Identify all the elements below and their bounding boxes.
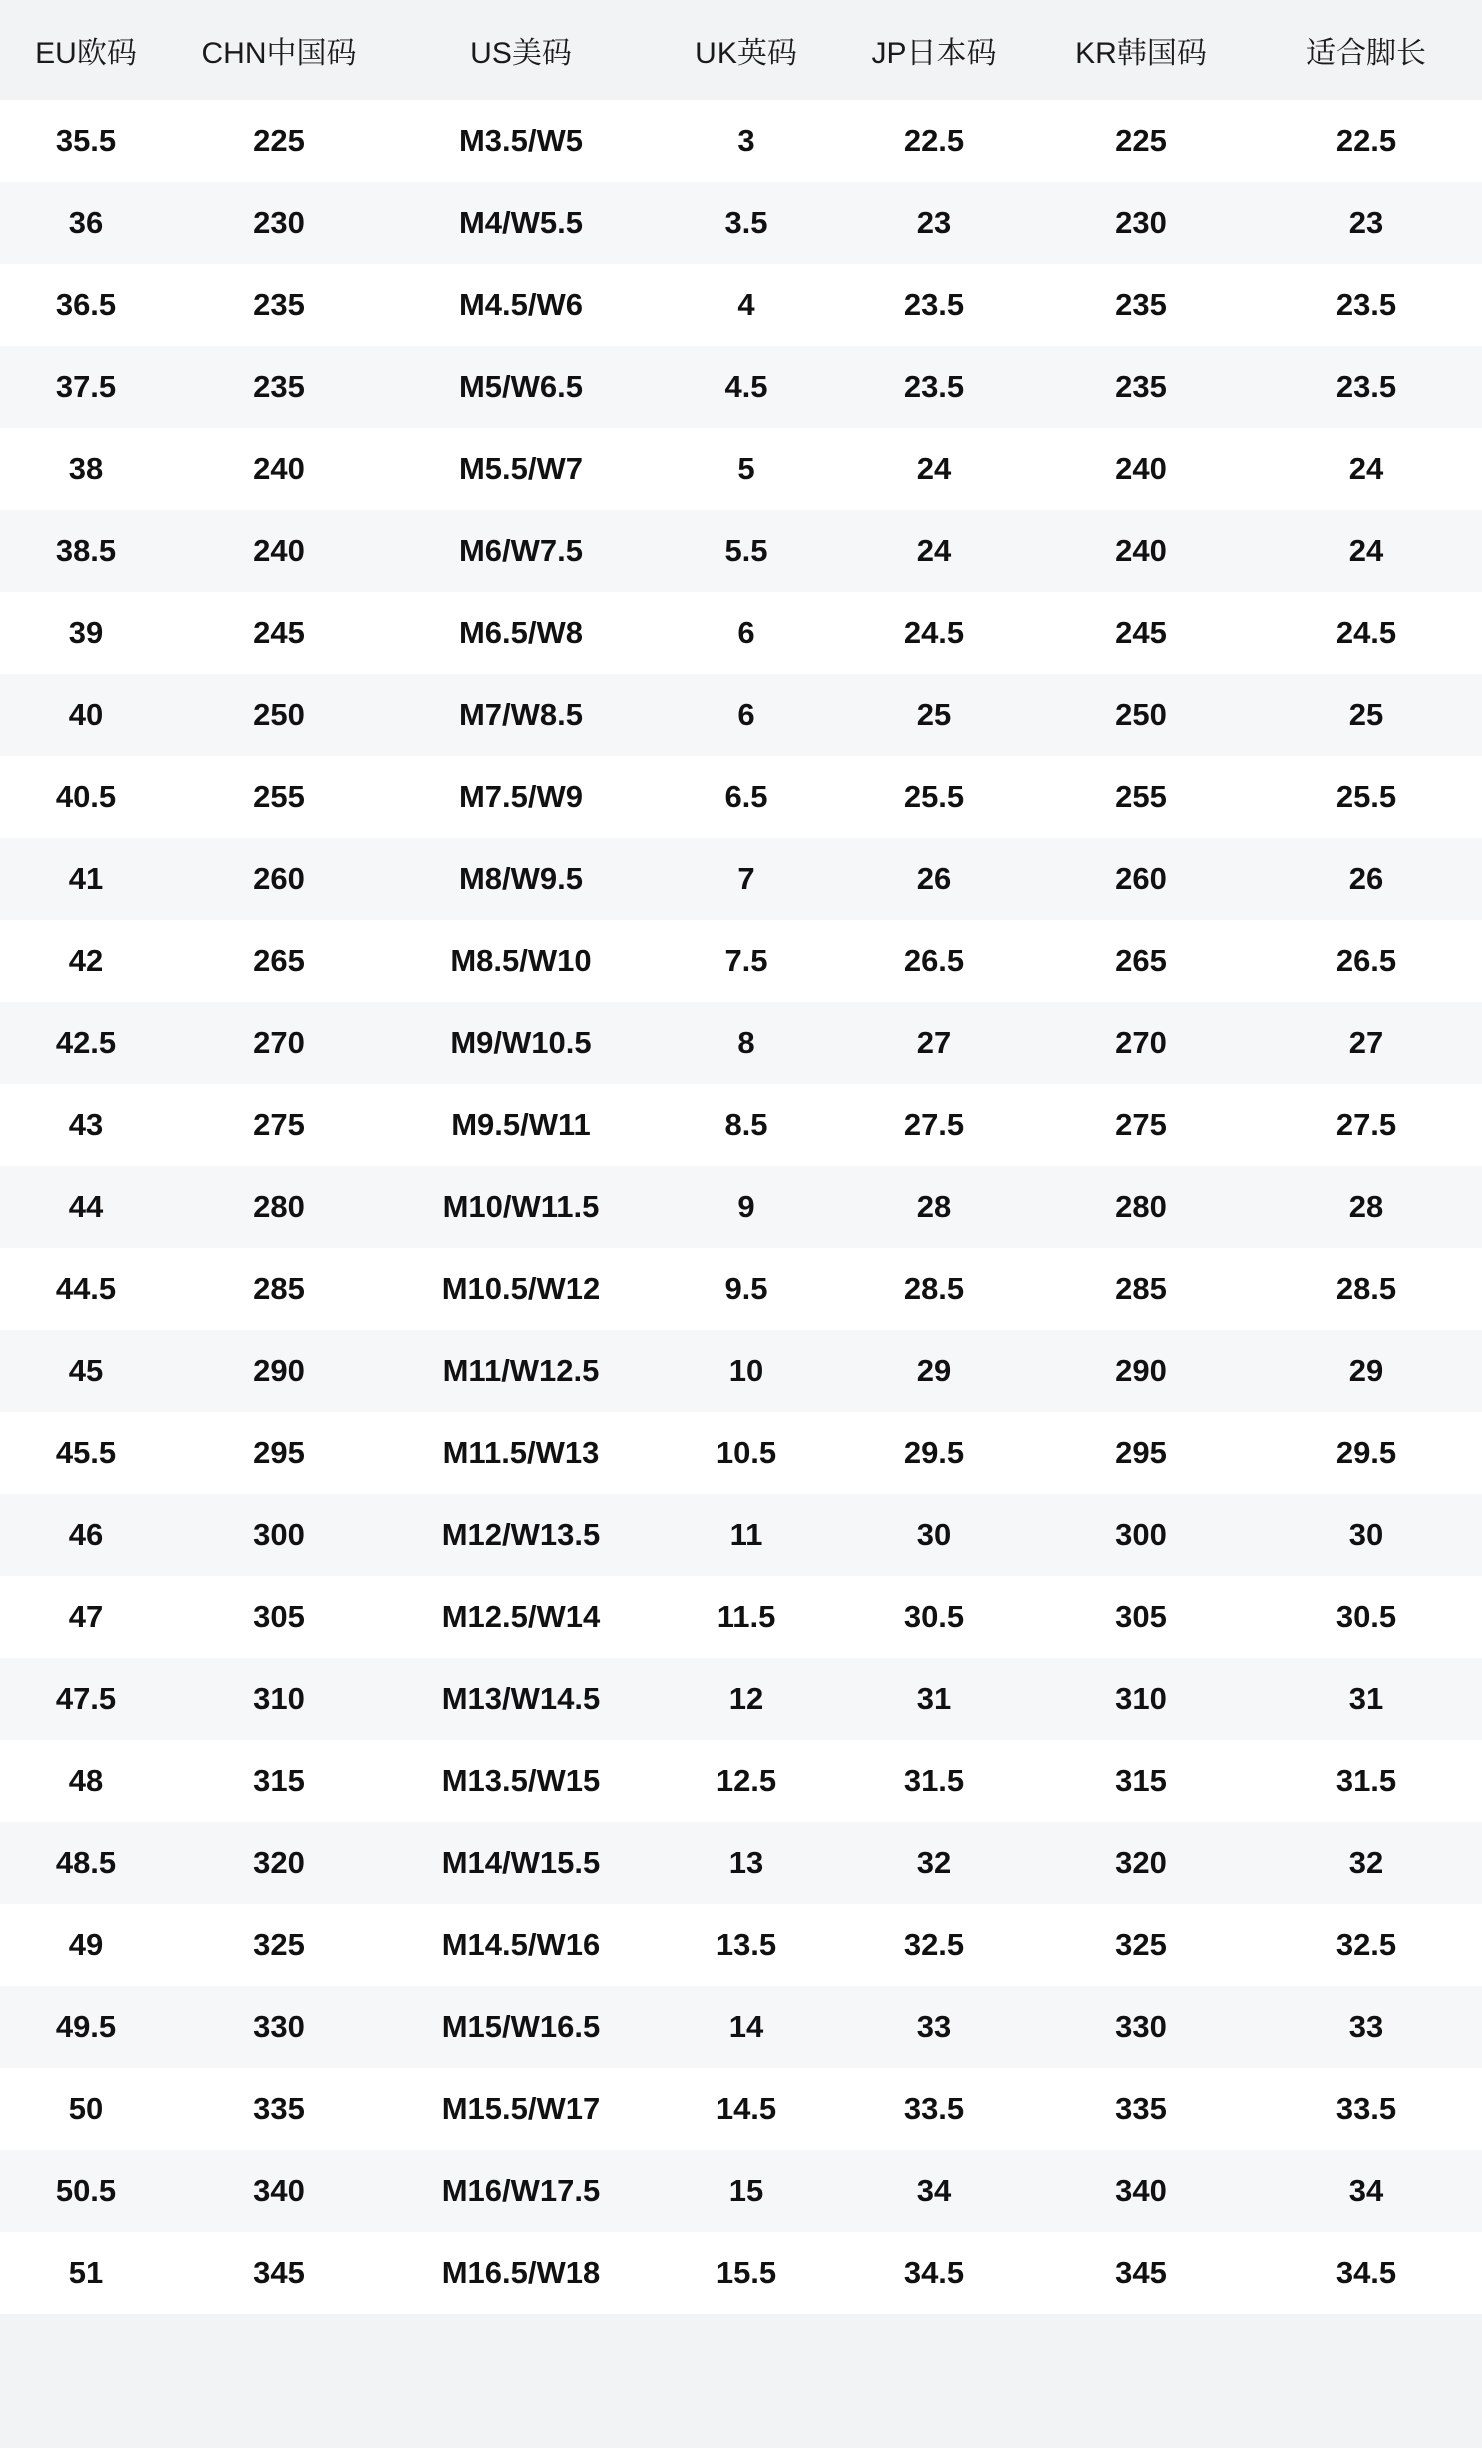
table-cell: 11 (656, 1494, 836, 1576)
table-cell: 47.5 (0, 1658, 172, 1740)
table-cell: 240 (172, 428, 386, 510)
table-cell: 245 (1032, 592, 1250, 674)
table-cell: 255 (172, 756, 386, 838)
table-cell: 49.5 (0, 1986, 172, 2068)
table-cell: 48 (0, 1740, 172, 1822)
table-cell: 26 (1250, 838, 1482, 920)
table-cell: 29.5 (836, 1412, 1032, 1494)
table-cell: M12.5/W14 (386, 1576, 656, 1658)
table-cell: 4.5 (656, 346, 836, 428)
table-cell: 46 (0, 1494, 172, 1576)
table-cell: 26.5 (1250, 920, 1482, 1002)
table-cell: M14/W15.5 (386, 1822, 656, 1904)
table-cell: M15.5/W17 (386, 2068, 656, 2150)
table-cell: 26.5 (836, 920, 1032, 1002)
table-cell: 240 (172, 510, 386, 592)
table-cell: 310 (172, 1658, 386, 1740)
table-cell: M13/W14.5 (386, 1658, 656, 1740)
table-cell: 29 (836, 1330, 1032, 1412)
table-cell: 8.5 (656, 1084, 836, 1166)
table-cell: 230 (1032, 182, 1250, 264)
table-row (0, 1494, 1482, 1576)
table-cell: 295 (172, 1412, 386, 1494)
table-cell: 50 (0, 2068, 172, 2150)
table-cell: 230 (172, 182, 386, 264)
table-cell: 30 (836, 1494, 1032, 1576)
table-cell: 23.5 (836, 264, 1032, 346)
table-cell: 32.5 (1250, 1904, 1482, 1986)
table-cell: 7.5 (656, 920, 836, 1002)
table-cell: 35.5 (0, 100, 172, 182)
table-cell: 32 (836, 1822, 1032, 1904)
table-cell: 280 (172, 1166, 386, 1248)
table-cell: 310 (1032, 1658, 1250, 1740)
table-cell: 250 (172, 674, 386, 756)
table-cell: 300 (1032, 1494, 1250, 1576)
table-cell: 345 (172, 2232, 386, 2314)
table-cell: 27.5 (836, 1084, 1032, 1166)
table-cell: 270 (172, 1002, 386, 1084)
table-cell: 24 (836, 428, 1032, 510)
table-row (0, 346, 1482, 428)
table-cell: 47 (0, 1576, 172, 1658)
table-cell: 37.5 (0, 346, 172, 428)
table-cell: M12/W13.5 (386, 1494, 656, 1576)
table-cell: 340 (172, 2150, 386, 2232)
table-cell: 38.5 (0, 510, 172, 592)
table-cell: M3.5/W5 (386, 100, 656, 182)
table-cell: 9.5 (656, 1248, 836, 1330)
table-cell: 12 (656, 1658, 836, 1740)
table-row (0, 2232, 1482, 2314)
table-cell: 305 (172, 1576, 386, 1658)
table-cell: 7 (656, 838, 836, 920)
table-cell: 38 (0, 428, 172, 510)
table-cell: 36.5 (0, 264, 172, 346)
table-cell: 11.5 (656, 1576, 836, 1658)
column-header-3: UK英码 (656, 0, 836, 100)
table-cell: 14 (656, 1986, 836, 2068)
table-cell: M13.5/W15 (386, 1740, 656, 1822)
table-cell: 36 (0, 182, 172, 264)
table-cell: 320 (172, 1822, 386, 1904)
table-cell: 31 (836, 1658, 1032, 1740)
table-cell: 22.5 (836, 100, 1032, 182)
table-cell: 320 (1032, 1822, 1250, 1904)
table-cell: 330 (172, 1986, 386, 2068)
table-cell: 42 (0, 920, 172, 1002)
table-cell: 260 (172, 838, 386, 920)
table-cell: 275 (172, 1084, 386, 1166)
table-cell: 225 (1032, 100, 1250, 182)
table-cell: 12.5 (656, 1740, 836, 1822)
table-cell: 265 (1032, 920, 1250, 1002)
table-cell: 25.5 (1250, 756, 1482, 838)
table-row (0, 182, 1482, 264)
table-cell: 23.5 (836, 346, 1032, 428)
table-cell: M7/W8.5 (386, 674, 656, 756)
table-row (0, 1084, 1482, 1166)
column-header-1: CHN中国码 (172, 0, 386, 100)
table-row (0, 756, 1482, 838)
column-header-2: US美码 (386, 0, 656, 100)
table-cell: 30 (1250, 1494, 1482, 1576)
table-row (0, 100, 1482, 182)
table-cell: M15/W16.5 (386, 1986, 656, 2068)
table-cell: 25 (836, 674, 1032, 756)
table-row (0, 1248, 1482, 1330)
table-cell: 345 (1032, 2232, 1250, 2314)
table-cell: M8.5/W10 (386, 920, 656, 1002)
table-cell: 30.5 (1250, 1576, 1482, 1658)
table-cell: 31.5 (1250, 1740, 1482, 1822)
table-cell: 33.5 (836, 2068, 1032, 2150)
table-cell: 6 (656, 674, 836, 756)
table-cell: 240 (1032, 428, 1250, 510)
table-cell: 51 (0, 2232, 172, 2314)
table-cell: 9 (656, 1166, 836, 1248)
table-cell: M10/W11.5 (386, 1166, 656, 1248)
table-cell: 50.5 (0, 2150, 172, 2232)
table-cell: 14.5 (656, 2068, 836, 2150)
table-cell: 29 (1250, 1330, 1482, 1412)
table-row (0, 1904, 1482, 1986)
table-cell: 41 (0, 838, 172, 920)
table-row (0, 510, 1482, 592)
table-cell: 305 (1032, 1576, 1250, 1658)
table-cell: 260 (1032, 838, 1250, 920)
table-cell: 10.5 (656, 1412, 836, 1494)
table-cell: 28.5 (836, 1248, 1032, 1330)
table-cell: 34.5 (836, 2232, 1032, 2314)
column-header-4: JP日本码 (836, 0, 1032, 100)
table-cell: M9.5/W11 (386, 1084, 656, 1166)
table-cell: 235 (172, 346, 386, 428)
table-row (0, 2150, 1482, 2232)
table-header-row (0, 0, 1482, 100)
table-cell: 340 (1032, 2150, 1250, 2232)
table-cell: M10.5/W12 (386, 1248, 656, 1330)
table-cell: 24 (1250, 428, 1482, 510)
table-cell: M5.5/W7 (386, 428, 656, 510)
table-row (0, 428, 1482, 510)
table-cell: 28 (836, 1166, 1032, 1248)
table-cell: M11/W12.5 (386, 1330, 656, 1412)
table-row (0, 592, 1482, 674)
table-cell: 325 (1032, 1904, 1250, 1986)
column-header-5: KR韩国码 (1032, 0, 1250, 100)
table-cell: 40 (0, 674, 172, 756)
table-cell: 24 (836, 510, 1032, 592)
table-cell: 44 (0, 1166, 172, 1248)
table-cell: 45 (0, 1330, 172, 1412)
table-cell: 49 (0, 1904, 172, 1986)
table-row (0, 264, 1482, 346)
table-cell: 285 (1032, 1248, 1250, 1330)
table-cell: 240 (1032, 510, 1250, 592)
table-cell: 15.5 (656, 2232, 836, 2314)
table-cell: 31 (1250, 1658, 1482, 1740)
table-cell: 225 (172, 100, 386, 182)
table-cell: 10 (656, 1330, 836, 1412)
table-cell: 330 (1032, 1986, 1250, 2068)
table-cell: 23 (1250, 182, 1482, 264)
table-cell: 8 (656, 1002, 836, 1084)
table-cell: M5/W6.5 (386, 346, 656, 428)
table-cell: 5.5 (656, 510, 836, 592)
table-cell: 290 (1032, 1330, 1250, 1412)
table-cell: 315 (172, 1740, 386, 1822)
table-cell: 235 (1032, 346, 1250, 428)
table-cell: M16/W17.5 (386, 2150, 656, 2232)
table-cell: 300 (172, 1494, 386, 1576)
table-cell: 27 (1250, 1002, 1482, 1084)
table-cell: 32 (1250, 1822, 1482, 1904)
table-row (0, 1986, 1482, 2068)
table-cell: M11.5/W13 (386, 1412, 656, 1494)
table-cell: 285 (172, 1248, 386, 1330)
table-cell: 25.5 (836, 756, 1032, 838)
table-cell: M4.5/W6 (386, 264, 656, 346)
table-row (0, 1330, 1482, 1412)
table-cell: 42.5 (0, 1002, 172, 1084)
table-cell: 245 (172, 592, 386, 674)
table-cell: 3.5 (656, 182, 836, 264)
table-cell: 5 (656, 428, 836, 510)
table-cell: 295 (1032, 1412, 1250, 1494)
table-cell: 290 (172, 1330, 386, 1412)
table-row (0, 2068, 1482, 2150)
table-cell: 31.5 (836, 1740, 1032, 1822)
table-cell: 40.5 (0, 756, 172, 838)
table-cell: 235 (172, 264, 386, 346)
table-cell: 29.5 (1250, 1412, 1482, 1494)
table-cell: 25 (1250, 674, 1482, 756)
table-cell: 265 (172, 920, 386, 1002)
table-cell: 23.5 (1250, 346, 1482, 428)
table-cell: 28.5 (1250, 1248, 1482, 1330)
table-cell: 44.5 (0, 1248, 172, 1330)
table-cell: 6 (656, 592, 836, 674)
table-cell: 43 (0, 1084, 172, 1166)
table-cell: M7.5/W9 (386, 756, 656, 838)
table-row (0, 1166, 1482, 1248)
table-cell: 3 (656, 100, 836, 182)
table-cell: 255 (1032, 756, 1250, 838)
table-cell: M16.5/W18 (386, 2232, 656, 2314)
table-cell: 34.5 (1250, 2232, 1482, 2314)
table-cell: 39 (0, 592, 172, 674)
table-cell: 26 (836, 838, 1032, 920)
table-cell: 24.5 (836, 592, 1032, 674)
table-row (0, 1002, 1482, 1084)
table-row (0, 1576, 1482, 1658)
table-cell: 250 (1032, 674, 1250, 756)
table-cell: 28 (1250, 1166, 1482, 1248)
table-cell: M14.5/W16 (386, 1904, 656, 1986)
table-cell: 22.5 (1250, 100, 1482, 182)
table-row (0, 674, 1482, 756)
table-cell: 235 (1032, 264, 1250, 346)
table-row (0, 1740, 1482, 1822)
column-header-0: EU欧码 (0, 0, 172, 100)
table-cell: 27 (836, 1002, 1032, 1084)
table-cell: 4 (656, 264, 836, 346)
table-cell: 13 (656, 1822, 836, 1904)
table-cell: 6.5 (656, 756, 836, 838)
table-cell: 33.5 (1250, 2068, 1482, 2150)
table-cell: 275 (1032, 1084, 1250, 1166)
table-header (0, 0, 1482, 100)
table-cell: M9/W10.5 (386, 1002, 656, 1084)
table-row (0, 920, 1482, 1002)
table-cell: 335 (1032, 2068, 1250, 2150)
table-cell: 27.5 (1250, 1084, 1482, 1166)
table-cell: M4/W5.5 (386, 182, 656, 264)
table-cell: 34 (836, 2150, 1032, 2232)
column-header-6: 适合脚长 (1250, 0, 1482, 100)
table-cell: 280 (1032, 1166, 1250, 1248)
table-cell: 15 (656, 2150, 836, 2232)
table-cell: 270 (1032, 1002, 1250, 1084)
table-cell: 33 (1250, 1986, 1482, 2068)
table-cell: 335 (172, 2068, 386, 2150)
table-row (0, 1822, 1482, 1904)
table-cell: 13.5 (656, 1904, 836, 1986)
table-cell: 23 (836, 182, 1032, 264)
table-body (0, 100, 1482, 2314)
table-row (0, 1412, 1482, 1494)
table-cell: M6/W7.5 (386, 510, 656, 592)
table-cell: 34 (1250, 2150, 1482, 2232)
table-cell: 325 (172, 1904, 386, 1986)
table-cell: M6.5/W8 (386, 592, 656, 674)
table-cell: 24.5 (1250, 592, 1482, 674)
table-cell: 315 (1032, 1740, 1250, 1822)
table-row (0, 1658, 1482, 1740)
table-cell: M8/W9.5 (386, 838, 656, 920)
table-cell: 33 (836, 1986, 1032, 2068)
table-cell: 48.5 (0, 1822, 172, 1904)
table-row (0, 838, 1482, 920)
table-cell: 24 (1250, 510, 1482, 592)
table-cell: 32.5 (836, 1904, 1032, 1986)
table-cell: 45.5 (0, 1412, 172, 1494)
table-cell: 23.5 (1250, 264, 1482, 346)
table-cell: 30.5 (836, 1576, 1032, 1658)
